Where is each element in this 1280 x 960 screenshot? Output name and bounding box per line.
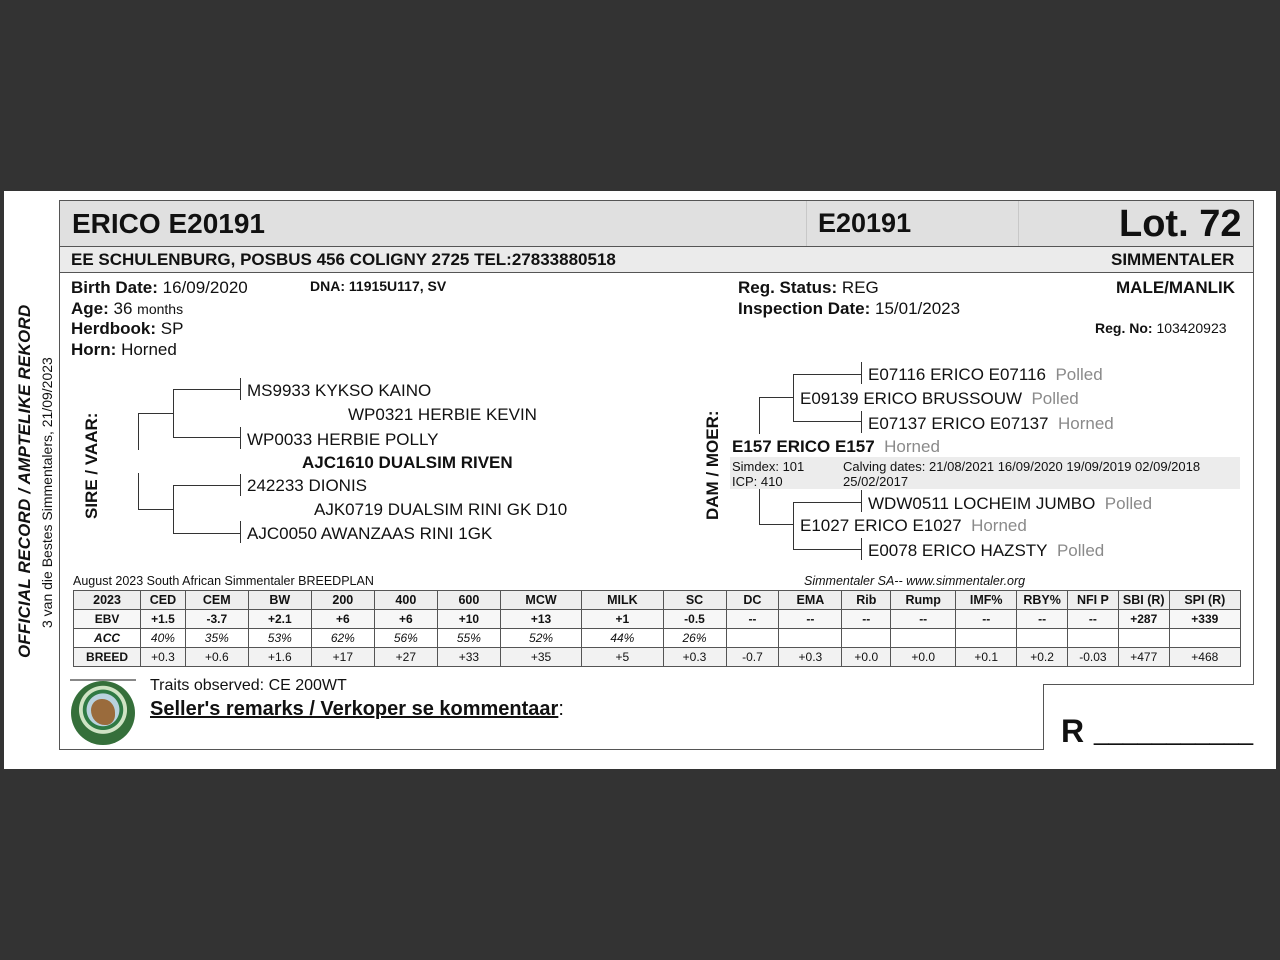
table-cell: 40%: [141, 629, 186, 648]
table-cell: --: [1068, 610, 1119, 629]
birth-date: Birth Date: 16/09/2020: [71, 278, 248, 297]
row-label-cell: EBV: [74, 610, 141, 629]
table-cell: 44%: [582, 629, 663, 648]
calving-dates: Calving dates: 21/08/2021 16/09/2020 19/09/2019 02/09/2018: [843, 459, 1201, 474]
sex: MALE/MANLIK: [1116, 278, 1235, 297]
dam-sire: E09139 ERICO BRUSSOUW Polled: [800, 389, 1079, 408]
header-cell: 200: [311, 591, 374, 610]
header-cell: 2023: [74, 591, 141, 610]
header-cell: 400: [374, 591, 437, 610]
header-cell: SC: [663, 591, 726, 610]
animal-name: ERICO E20191: [72, 208, 265, 239]
sire-dam-dam: AJC0050 AWANZAAS RINI 1GK: [247, 524, 493, 543]
dam-label: DAM / MOER:: [703, 410, 722, 520]
header-cell: BW: [248, 591, 311, 610]
table-cell: --: [779, 610, 842, 629]
table-cell: +0.0: [842, 648, 891, 667]
sire-name: AJC1610 DUALSIM RIVEN: [302, 453, 513, 472]
table-cell: [842, 629, 891, 648]
table-cell: -3.7: [185, 610, 248, 629]
dam-name: E157 ERICO E157 Horned: [732, 437, 940, 456]
owner-info: EE SCHULENBURG, POSBUS 456 COLIGNY 2725 TEL:27833880518: [71, 250, 616, 269]
inspection-date: Inspection Date: 15/01/2023: [738, 299, 961, 318]
table-row-breed: [74, 648, 1241, 667]
table-cell: +17: [311, 648, 374, 667]
table-cell: +5: [582, 648, 663, 667]
table-cell: --: [956, 610, 1017, 629]
sire-dam: AJK0719 DUALSIM RINI GK D10: [314, 500, 568, 519]
row-label-cell: ACC: [74, 629, 141, 648]
table-cell: --: [891, 610, 956, 629]
dam-dam-dam: E0078 ERICO HAZSTY Polled: [868, 541, 1105, 560]
sire-dam-sire: 242233 DIONIS: [247, 476, 368, 495]
table-cell: +13: [500, 610, 581, 629]
table-cell: [1118, 629, 1169, 648]
header-cell: IMF%: [956, 591, 1017, 610]
animal-code: E20191: [818, 208, 912, 238]
table-cell: +6: [374, 610, 437, 629]
header-cell: RBY%: [1017, 591, 1068, 610]
table-cell: +6: [311, 610, 374, 629]
table-cell: --: [842, 610, 891, 629]
table-cell: [1169, 629, 1240, 648]
table-cell: 26%: [663, 629, 726, 648]
table-cell: +0.1: [956, 648, 1017, 667]
table-cell: +27: [374, 648, 437, 667]
table-cell: +339: [1169, 610, 1240, 629]
r-line: ___________: [1094, 716, 1254, 746]
table-cell: -0.5: [663, 610, 726, 629]
table-cell: +0.3: [141, 648, 186, 667]
dam-dam: E1027 ERICO E1027 Horned: [800, 516, 1027, 535]
table-cell: +287: [1118, 610, 1169, 629]
table-row-acc: [74, 629, 1241, 648]
table-cell: +2.1: [248, 610, 311, 629]
header-cell: Rump: [891, 591, 956, 610]
icp: ICP: 410: [732, 474, 783, 489]
dam-sire-sire: E07116 ERICO E07116 Polled: [868, 365, 1103, 384]
traits-observed: Traits observed: CE 200WT: [150, 677, 347, 694]
table-cell: [1017, 629, 1068, 648]
dam-dam-sire: WDW0511 LOCHEIM JUMBO Polled: [868, 494, 1153, 513]
table-cell: [726, 629, 779, 648]
table-cell: [891, 629, 956, 648]
sire-sire-sire: MS9933 KYKSO KAINO: [247, 381, 432, 400]
reg-number: Reg. No: 103420923: [1095, 320, 1227, 336]
header-cell: 600: [437, 591, 500, 610]
calving-dates-2: 25/02/2017: [843, 474, 909, 489]
table-cell: 56%: [374, 629, 437, 648]
header-cell: NFI P: [1068, 591, 1119, 610]
table-cell: +468: [1169, 648, 1240, 667]
sire-sire: WP0321 HERBIE KEVIN: [348, 405, 537, 424]
header-cell: MILK: [582, 591, 663, 610]
r-label: R: [1061, 713, 1085, 749]
table-cell: +0.3: [663, 648, 726, 667]
breedplan-source: Simmentaler SA-- www.simmentaler.org: [804, 574, 1026, 588]
simdex: Simdex: 101: [732, 459, 805, 474]
table-cell: -0.03: [1068, 648, 1119, 667]
sire-label: SIRE / VAAR:: [82, 412, 101, 519]
table-cell: 55%: [437, 629, 500, 648]
table-cell: [779, 629, 842, 648]
header-cell: MCW: [500, 591, 581, 610]
breedplan-caption: August 2023 South African Simmentaler BREEDPLAN: [73, 574, 374, 588]
table-cell: +0.2: [1017, 648, 1068, 667]
table-cell: +1: [582, 610, 663, 629]
table-cell: 62%: [311, 629, 374, 648]
table-cell: 52%: [500, 629, 581, 648]
table-cell: +1.6: [248, 648, 311, 667]
table-cell: [1068, 629, 1119, 648]
table-cell: +0.3: [779, 648, 842, 667]
lot-number: Lot. 72: [1119, 203, 1242, 245]
seller-remarks: Seller's remarks / Verkoper se kommentaar:: [150, 698, 564, 720]
header-cell: Rib: [842, 591, 891, 610]
dna-info: DNA: 11915U117, SV: [310, 278, 447, 294]
table-cell: +0.6: [185, 648, 248, 667]
table-cell: --: [726, 610, 779, 629]
source-label: 3 van die Bestes Simmentalers, 21/09/2023: [39, 357, 55, 628]
table-cell: [956, 629, 1017, 648]
table-cell: +10: [437, 610, 500, 629]
table-cell: +35: [500, 648, 581, 667]
dam-sire-dam: E07137 ERICO E07137 Horned: [868, 414, 1114, 433]
table-cell: --: [1017, 610, 1068, 629]
table-header-row: [74, 591, 1241, 610]
breed-name: SIMMENTALER: [1111, 250, 1235, 269]
breedplan-table: [73, 590, 1241, 667]
table-row-ebv: [74, 610, 1241, 629]
header-cell: EMA: [779, 591, 842, 610]
sire-sire-dam: WP0033 HERBIE POLLY: [247, 430, 439, 449]
reg-status: Reg. Status: REG: [738, 278, 879, 297]
header-cell: SPI (R): [1169, 591, 1240, 610]
age: Age: 36 months: [71, 299, 184, 318]
table-cell: +1.5: [141, 610, 186, 629]
row-label-cell: BREED: [74, 648, 141, 667]
official-record-label: OFFICIAL RECORD / AMPTELIKE REKORD: [15, 304, 34, 658]
horn-status: Horn: Horned: [71, 340, 177, 359]
header-cell: SBI (R): [1118, 591, 1169, 610]
table-cell: 35%: [185, 629, 248, 648]
table-cell: +477: [1118, 648, 1169, 667]
header-cell: CED: [141, 591, 186, 610]
table-cell: +0.0: [891, 648, 956, 667]
header-cell: CEM: [185, 591, 248, 610]
table-cell: 53%: [248, 629, 311, 648]
herdbook: Herdbook: SP: [71, 319, 184, 338]
header-cell: DC: [726, 591, 779, 610]
table-cell: +33: [437, 648, 500, 667]
society-logo: [71, 681, 135, 745]
table-cell: -0.7: [726, 648, 779, 667]
